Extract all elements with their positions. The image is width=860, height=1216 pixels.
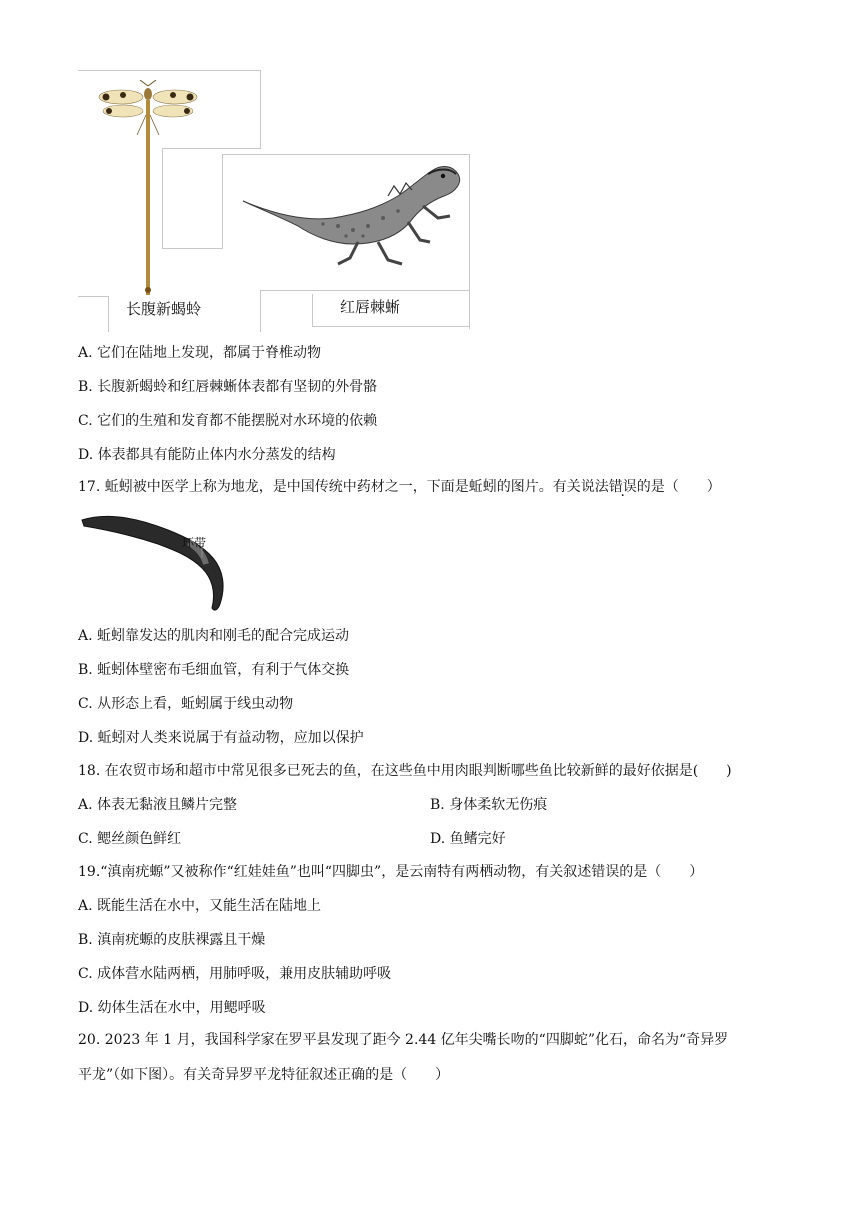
figure-frame [78,70,261,71]
q19-stem: 19.“滇南疣螈”又被称作“红娃娃鱼”也叫“四脚虫”，是云南特有两栖动物，有关叙述错误的是（ ） [78,864,704,880]
q19-option-b: B. 滇南疣螈的皮肤裸露且干燥 [78,932,266,948]
figure-frame [312,326,470,327]
q17-option-a: A. 蚯蚓靠发达的肌肉和刚毛的配合完成运动 [78,628,350,644]
q16-option-c: C. 它们的生殖和发育都不能摆脱对水环境的依赖 [78,413,378,429]
q18-option-c: C. 鳃丝颜色鲜红 [78,831,182,847]
scorpionfly-caption: 长腹新蝎蛉 [126,300,202,318]
figure-frame [260,290,470,291]
q17-stem-suffix: 的是（ ） [636,479,721,495]
lizard-caption: 红唇棘蜥 [340,298,401,316]
figure-frame [260,70,261,148]
q17-option-d: D. 蚯蚓对人类来说属于有益动物，应加以保护 [78,730,364,746]
q19-option-d: D. 幼体生活在水中，用鳃呼吸 [78,1000,266,1016]
animal-figure [78,70,473,332]
q17-option-c: C. 从形态上看，蚯蚓属于线虫动物 [78,696,294,712]
q17-stem [78,477,721,497]
figure-frame [312,294,313,326]
q18-option-a: A. 体表无黏液且鳞片完整 [78,797,238,813]
q18-option-d: D. 鱼鳍完好 [430,831,506,847]
q20-stem-line1: 20. 2023 年 1 月，我国科学家在罗平县发现了距今 2.44 亿年尖嘴长吻的“四脚蛇”化石，命名为“奇异罗 [78,1032,729,1048]
q18-option-b: B. 身体柔软无伤痕 [430,797,548,813]
earthworm-image [78,512,238,614]
figure-frame [469,154,470,329]
lizard-image [238,156,466,274]
q19-option-a: A. 既能生活在水中，又能生活在陆地上 [78,898,322,914]
figure-frame [108,296,109,332]
q18-stem: 18. 在农贸市场和超市中常见很多已死去的鱼，在这些鱼中用肉眼判断哪些鱼比较新鲜的最好依据是( ) [78,763,732,779]
q16-option-b: B. 长腹新蝎蛉和红唇棘蜥体表都有坚韧的外骨骼 [78,379,378,395]
scorpionfly-image [93,80,203,300]
figure-frame [222,154,223,249]
q17-stem-emphasis: 错误 [608,479,637,495]
figure-frame [78,296,108,297]
q16-option-a: A. 它们在陆地上发现，都属于脊椎动物 [78,345,322,361]
q17-option-b: B. 蚯蚓体壁密布毛细血管，有利于气体交换 [78,662,350,678]
q19-option-c: C. 成体营水陆两栖，用肺呼吸，兼用皮肤辅助呼吸 [78,966,392,982]
figure-frame [260,290,261,332]
q17-stem-prefix: 17. 蚯蚓被中医学上称为地龙，是中国传统中药材之一，下面是蚯蚓的图片。有关说法 [78,479,609,495]
figure-frame [222,154,470,155]
clitellum-label: 环带 [182,536,207,550]
q20-stem-line2: 平龙”（如下图）。有关奇异罗平龙特征叙述正确的是（ ） [78,1067,450,1083]
q16-option-d: D. 体表都具有能防止体内水分蒸发的结构 [78,447,336,463]
